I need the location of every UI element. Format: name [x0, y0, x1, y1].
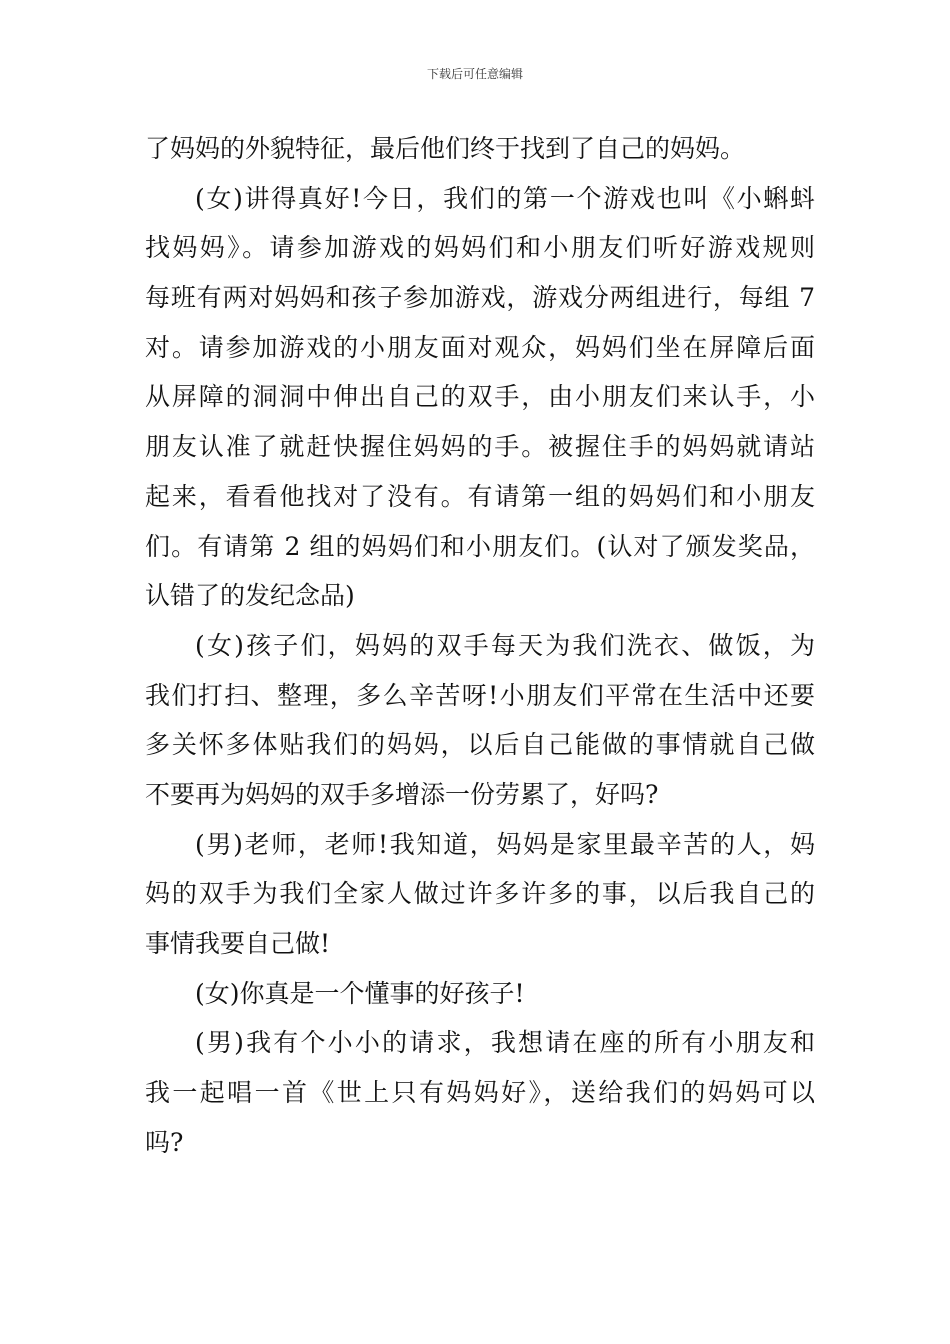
text-line: 每班有两对妈妈和孩子参加游戏，游戏分两组进行，每组 7: [145, 283, 815, 313]
text-line: 妈的双手为我们全家人做过许多许多的事，以后我自己的: [145, 879, 815, 909]
text-line: (男)我有个小小的请求，我想请在座的所有小朋友和: [195, 1028, 815, 1058]
text-line: (女)你真是一个懂事的好孩子!: [195, 978, 525, 1008]
text-line: 吗?: [145, 1127, 184, 1157]
text-line: 起来，看看他找对了没有。有请第一组的妈妈们和小朋友: [145, 481, 815, 511]
document-body: [145, 124, 815, 1167]
text-line: 多关怀多体贴我们的妈妈，以后自己能做的事情就自己做: [145, 730, 815, 760]
text-line: 认错了的发纪念品): [145, 581, 355, 611]
text-line: 事情我要自己做!: [145, 929, 331, 958]
text-line: 我一起唱一首《世上只有妈妈好》，送给我们的妈妈可以: [145, 1078, 815, 1108]
text-line: (女)孩子们，妈妈的双手每天为我们洗衣、做饭，为: [195, 630, 815, 660]
text-line: 对。请参加游戏的小朋友面对观众，妈妈们坐在屏障后面: [145, 332, 815, 362]
text-line: 们。有请第 2 组的妈妈们和小朋友们。(认对了颁发奖品，: [145, 531, 815, 561]
text-line: 了妈妈的外貌特征，最后他们终于找到了自己的妈妈。: [145, 134, 746, 163]
text-line: (男)老师，老师!我知道，妈妈是家里最辛苦的人，妈: [195, 829, 815, 859]
text-line: 不要再为妈妈的双手多增添一份劳累了，好吗?: [145, 779, 659, 809]
text-line: 朋友认准了就赶快握住妈妈的手。被握住手的妈妈就请站: [145, 432, 815, 462]
text-line: 从屏障的洞洞中伸出自己的双手，由小朋友们来认手，小: [145, 382, 815, 412]
text-line: (女)讲得真好!今日，我们的第一个游戏也叫《小蝌蚪: [195, 183, 815, 213]
text-line: 找妈妈》。请参加游戏的妈妈们和小朋友们听好游戏规则: [145, 233, 815, 263]
page-header: 下载后可任意编辑: [426, 67, 523, 81]
text-line: 我们打扫、整理，多么辛苦呀!小朋友们平常在生活中还要: [145, 680, 815, 710]
